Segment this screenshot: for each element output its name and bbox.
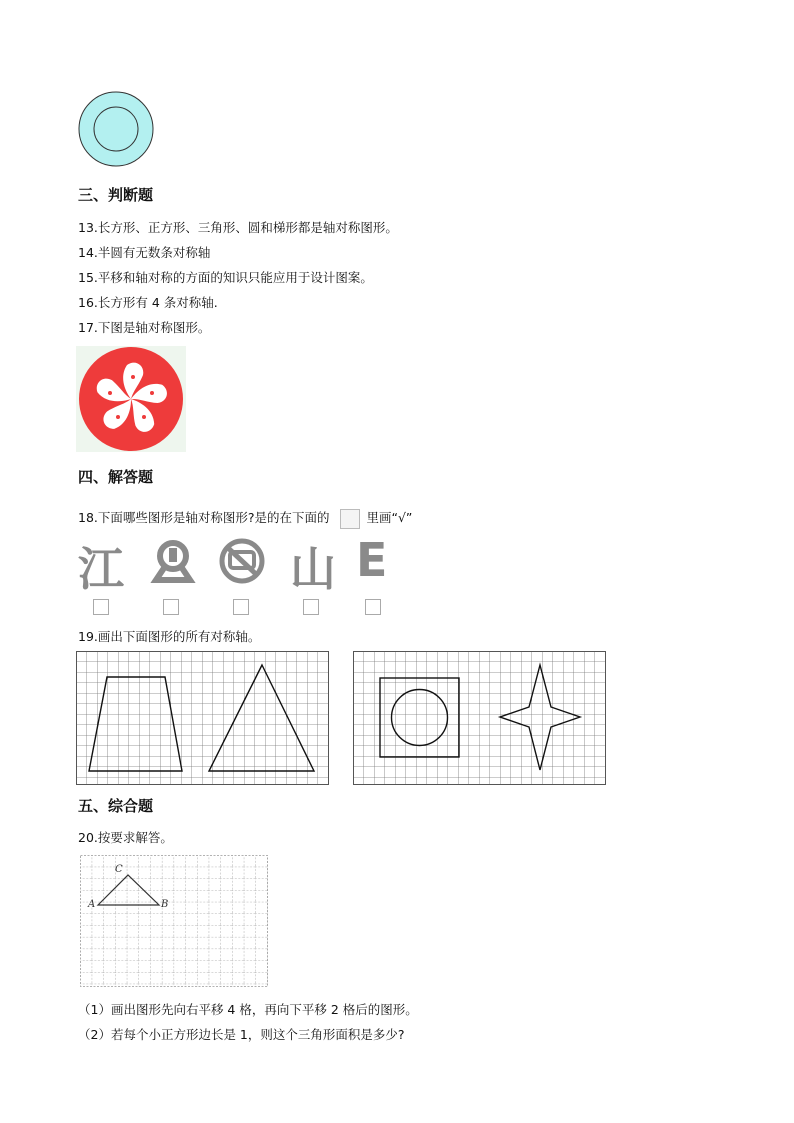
answer-box-sample bbox=[340, 509, 360, 529]
question-18-text bbox=[78, 508, 412, 529]
label-b: B bbox=[161, 899, 169, 910]
question-17: 17.下图是轴对称图形。 bbox=[78, 320, 211, 335]
grid-square-star bbox=[353, 651, 606, 785]
question-18-prefix: 18.下面哪些图形是轴对称图形?是的在下面的 bbox=[78, 510, 330, 525]
question-13: 13.长方形、正方形、三角形、圆和梯形都是轴对称图形。 bbox=[78, 220, 398, 235]
answer-box-2[interactable] bbox=[163, 599, 179, 615]
grid-trapezoid-triangle bbox=[76, 651, 329, 785]
section-4-title: 四、解答题 bbox=[78, 468, 154, 486]
ring-figure bbox=[78, 91, 154, 167]
question-20-part-2: （2）若每个小正方形边长是 1，则这个三角形面积是多少? bbox=[78, 1027, 405, 1042]
question-18-suffix: 里画“√” bbox=[366, 510, 413, 525]
question-16: 16.长方形有 4 条对称轴. bbox=[78, 295, 218, 310]
question-14: 14.半圆有无数条对称轴 bbox=[78, 245, 211, 260]
section-5-title: 五、综合题 bbox=[78, 797, 154, 815]
answer-box-5[interactable] bbox=[365, 599, 381, 615]
bauhinia-flag-figure bbox=[76, 346, 186, 452]
question-20: 20.按要求解答。 bbox=[78, 830, 173, 845]
dotted-grid-triangle bbox=[80, 855, 268, 987]
figure-e: E bbox=[356, 533, 388, 587]
label-a: A bbox=[88, 899, 96, 910]
question-20-part-1: （1）画出图形先向右平移 4 格，再向下平移 2 格后的图形。 bbox=[78, 1002, 418, 1017]
answer-box-3[interactable] bbox=[233, 599, 249, 615]
answer-box-4[interactable] bbox=[303, 599, 319, 615]
figure-jiang: 江 bbox=[78, 542, 124, 596]
label-c: C bbox=[115, 864, 123, 875]
question-15: 15.平移和轴对称的方面的知识只能应用于设计图案。 bbox=[78, 270, 373, 285]
no-bus-sign-figure bbox=[218, 538, 266, 584]
question-19: 19.画出下面图形的所有对称轴。 bbox=[78, 629, 261, 644]
railway-logo-figure bbox=[150, 538, 196, 584]
answer-box-1[interactable] bbox=[93, 599, 109, 615]
section-3-title: 三、判断题 bbox=[78, 186, 154, 204]
figure-shan: 山 bbox=[290, 542, 336, 596]
